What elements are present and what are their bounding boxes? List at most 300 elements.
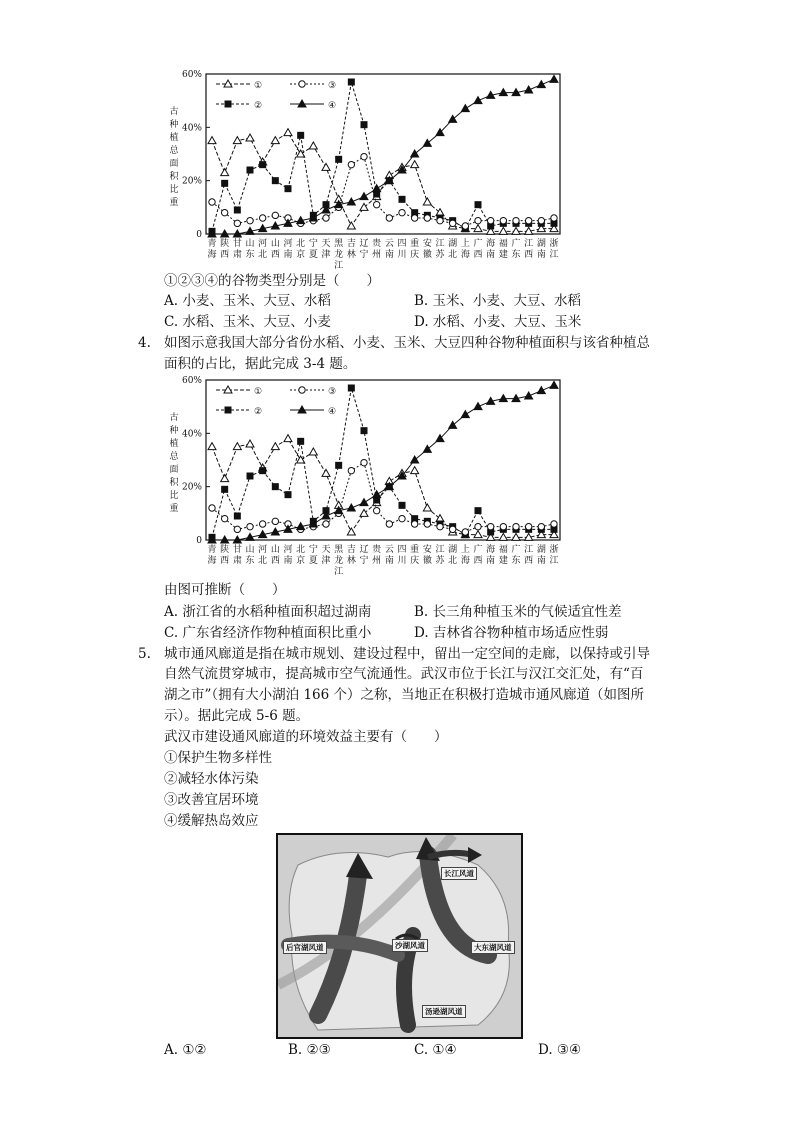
x-tick-label: 苏: [435, 250, 445, 260]
x-tick-label: 甘: [232, 545, 242, 555]
crop-ratio-chart-2: [164, 374, 570, 580]
data-point: [551, 215, 557, 221]
y-tick-label: 0: [196, 536, 202, 546]
x-tick-label: 广: [473, 545, 483, 555]
legend-label: ②: [254, 101, 263, 111]
x-tick-label: 徽: [422, 556, 432, 566]
y-tick-label: 40%: [181, 429, 202, 440]
x-tick-label: 海: [207, 556, 217, 566]
data-point: [449, 526, 455, 532]
series-4: [208, 75, 558, 237]
y-axis-label-char: 总: [169, 146, 179, 156]
x-tick-label: 湖: [448, 239, 458, 249]
data-point: [474, 97, 482, 104]
x-tick-label: 浙: [549, 545, 559, 555]
legend-label: ②: [254, 407, 263, 417]
y-axis-label-char: 植: [169, 133, 179, 143]
legend-label: ①: [254, 387, 263, 397]
series-line: [212, 79, 554, 234]
series-line: [212, 385, 554, 540]
x-tick-label: 天: [321, 239, 331, 249]
x-tick-label: 东: [511, 556, 521, 566]
y-axis-label-char: 古: [169, 107, 179, 117]
x-tick-label: 江: [524, 545, 534, 555]
y-axis-label-char: 重: [169, 198, 179, 208]
x-tick-label: 东: [245, 250, 255, 260]
x-tick-label: 林: [346, 556, 356, 566]
x-tick-label: 重: [410, 545, 420, 555]
data-point: [475, 507, 482, 514]
x-tick-label: 州: [372, 556, 382, 566]
data-point: [399, 209, 405, 215]
x-tick-label: 徽: [422, 250, 432, 260]
x-tick-label: 龙: [334, 556, 344, 566]
data-point: [208, 443, 216, 450]
x-tick-label: 西: [220, 556, 230, 566]
data-point: [347, 528, 355, 535]
x-tick-label: 浙: [549, 239, 559, 249]
y-axis-label-char: 植: [169, 439, 179, 449]
x-tick-label: 海: [207, 250, 217, 260]
x-tick-label: 肃: [232, 556, 242, 566]
data-point: [373, 491, 381, 498]
x-tick-label: 重: [410, 239, 420, 249]
x-tick-label: 南: [283, 556, 293, 566]
data-point: [309, 448, 317, 455]
data-point: [437, 217, 443, 223]
q4-intro-line-2: 面积的占比，据此完成 3-4 题。: [164, 356, 357, 372]
x-tick-label: 吉: [346, 239, 356, 249]
data-point: [513, 217, 519, 223]
data-point: [272, 177, 279, 184]
x-tick-label: 山: [270, 545, 280, 555]
x-tick-label: 南: [283, 250, 293, 260]
x-tick-label: 山: [245, 545, 255, 555]
q5-intro-line-3: 湖之市”（拥有大小湖泊 166 个）之称，当地正在积极打造城市通风廊道（如图所: [164, 687, 645, 703]
data-point: [411, 161, 419, 168]
x-tick-label: 青: [207, 545, 217, 555]
y-axis-label-char: 种: [169, 120, 179, 130]
q5-intro-line-4: 示）。据此完成 5-6 题。: [164, 708, 310, 724]
data-point: [246, 134, 254, 141]
data-point: [221, 515, 227, 521]
q5-option-b[interactable]: B. ②③: [288, 1042, 331, 1058]
q3-option-d[interactable]: D. 水稻、小麦、大豆、玉米: [414, 314, 582, 330]
q5-item-3: ③改善宜居环境: [164, 792, 259, 808]
data-point: [209, 505, 215, 511]
data-point: [474, 403, 482, 410]
data-point: [271, 137, 279, 144]
q5-item-2: ②减轻水体污染: [164, 771, 259, 787]
data-point: [411, 467, 419, 474]
x-tick-label: 河: [283, 239, 293, 249]
x-tick-label: 北: [448, 250, 458, 260]
y-axis-label-char: 面: [169, 465, 179, 475]
y-tick-label: 0: [196, 230, 202, 240]
x-tick-label: 上: [460, 545, 470, 555]
data-point: [221, 180, 228, 187]
x-tick-label: 天: [321, 545, 331, 555]
y-axis-label-char: 种: [169, 426, 179, 436]
data-point: [221, 475, 229, 482]
data-point: [348, 467, 354, 473]
y-axis-label-char: 重: [169, 504, 179, 514]
data-point: [259, 521, 265, 527]
x-tick-label: 西: [473, 250, 483, 260]
data-point: [474, 531, 482, 538]
legend-label: ③: [328, 81, 337, 91]
data-point: [386, 215, 392, 221]
data-point: [234, 526, 240, 532]
x-tick-label: 南: [384, 250, 394, 260]
data-point: [247, 217, 253, 223]
data-point: [284, 435, 292, 442]
data-point: [284, 129, 292, 136]
data-point: [361, 153, 367, 159]
data-point: [537, 387, 545, 394]
q4-number: 4.: [138, 335, 151, 351]
q5-item-4: ④缓解热岛效应: [164, 813, 259, 829]
x-tick-label: 河: [258, 239, 268, 249]
x-tick-label: 宁: [308, 545, 318, 555]
legend-label: ①: [254, 81, 263, 91]
data-point: [424, 215, 430, 221]
x-tick-label: 甘: [232, 239, 242, 249]
legend-marker: [225, 101, 232, 108]
data-point: [348, 79, 355, 86]
x-tick-label: 建: [498, 250, 508, 260]
data-point: [399, 515, 405, 521]
x-tick-label: 西: [524, 556, 534, 566]
x-tick-label: 南: [384, 556, 394, 566]
x-tick-label: 广: [511, 239, 521, 249]
data-point: [221, 169, 229, 176]
data-point: [449, 220, 455, 226]
data-point: [233, 443, 241, 450]
x-tick-label: 南: [536, 556, 546, 566]
data-point: [399, 196, 406, 203]
x-tick-label: 宁: [359, 556, 369, 566]
data-point: [525, 86, 533, 93]
crop-ratio-chart-1: [164, 68, 570, 274]
x-tick-label: 宁: [308, 239, 318, 249]
data-point: [550, 381, 558, 388]
q4-stem: 由图可推断（ ）: [164, 582, 286, 598]
data-point: [285, 185, 292, 192]
x-tick-label: 江: [435, 239, 445, 249]
data-point: [475, 201, 482, 208]
x-tick-label: 贵: [372, 239, 382, 249]
x-tick-label: 广: [511, 545, 521, 555]
q5-option-d[interactable]: D. ③④: [538, 1042, 582, 1058]
data-point: [487, 523, 493, 529]
legend-marker: [299, 387, 305, 393]
plot-frame: [206, 74, 560, 234]
data-point: [360, 499, 368, 506]
data-point: [347, 504, 355, 511]
data-point: [234, 513, 241, 520]
x-tick-label: 陕: [220, 545, 230, 555]
label-tangxun-corridor: 汤逊湖风道: [422, 1005, 466, 1018]
x-tick-label: 海: [460, 556, 470, 566]
q3-stem: ①②③④的谷物类型分别是（ ）: [164, 273, 380, 289]
data-point: [373, 185, 381, 192]
q5-intro-line-1: 城市通风廊道是指在城市规划、建设过程中，留出一定空间的走廊，以保持或引导: [164, 646, 650, 662]
data-point: [309, 142, 317, 149]
x-tick-label: 西: [270, 250, 280, 260]
data-point: [474, 225, 482, 232]
data-point: [461, 411, 469, 418]
q4-intro-line-1: 如图示意我国大部分省份水稻、小麦、玉米、大豆四种谷物种植面积与该省种植总: [164, 335, 650, 351]
x-tick-label: 辽: [359, 545, 369, 555]
data-point: [221, 209, 227, 215]
data-point: [499, 89, 507, 96]
x-tick-label: 福: [498, 239, 508, 249]
y-axis-label-char: 比: [169, 185, 179, 195]
x-tick-label: 江: [524, 239, 534, 249]
data-point: [348, 385, 355, 392]
x-tick-label: 京: [296, 556, 306, 566]
data-point: [373, 201, 379, 207]
x-tick-label: 西: [220, 250, 230, 260]
x-tick-label: 福: [498, 545, 508, 555]
q4-option-b[interactable]: B. 长三角种植玉米的气候适宜性差: [414, 604, 622, 620]
x-tick-label: 川: [397, 250, 407, 260]
data-point: [347, 222, 355, 229]
x-tick-label: 河: [283, 545, 293, 555]
chart-2-svg: [164, 374, 570, 580]
x-tick-label: 京: [296, 250, 306, 260]
data-point: [360, 193, 368, 200]
data-point: [271, 443, 279, 450]
data-point: [386, 521, 392, 527]
y-axis-label-char: 古: [169, 413, 179, 423]
data-point: [323, 521, 329, 527]
x-tick-label: 上: [460, 239, 470, 249]
q4-option-a[interactable]: A. 浙江省的水稻种植面积超过湖南: [164, 604, 372, 620]
x-tick-label: 黑: [334, 239, 344, 249]
data-point: [361, 121, 368, 128]
data-point: [272, 483, 279, 490]
data-point: [209, 199, 215, 205]
x-tick-label: 夏: [308, 250, 318, 260]
x-tick-label: 川: [397, 556, 407, 566]
label-yangtze-corridor: 长江风道: [441, 867, 477, 880]
x-tick-label: 西: [270, 556, 280, 566]
data-point: [322, 163, 330, 170]
data-point: [512, 533, 520, 540]
x-tick-label: 湖: [536, 239, 546, 249]
x-tick-label: 夏: [308, 556, 318, 566]
x-tick-label: 海: [486, 239, 496, 249]
series-line: [212, 388, 554, 537]
data-point: [259, 161, 266, 168]
series-line: [212, 82, 554, 231]
data-point: [234, 207, 241, 214]
data-point: [335, 156, 342, 163]
x-tick-label: 苏: [435, 556, 445, 566]
data-point: [475, 523, 481, 529]
x-tick-label: 北: [258, 250, 268, 260]
x-tick-label: 庆: [410, 556, 420, 566]
q3-option-c[interactable]: C. 水稻、玉米、大豆、小麦: [164, 314, 331, 330]
y-axis-label-char: 总: [169, 452, 179, 462]
data-point: [272, 518, 278, 524]
x-tick-label: 南: [536, 250, 546, 260]
x-tick-label: 安: [422, 545, 432, 555]
data-point: [259, 467, 266, 474]
x-tick-label: 林: [346, 250, 356, 260]
x-tick-label: 建: [498, 556, 508, 566]
data-point: [423, 504, 431, 511]
data-point: [348, 161, 354, 167]
data-point: [233, 137, 241, 144]
data-point: [537, 81, 545, 88]
x-tick-label: 江: [549, 250, 559, 260]
x-tick-label: 陕: [220, 239, 230, 249]
y-tick-label: 60%: [181, 70, 202, 80]
x-tick-label: 云: [384, 545, 394, 555]
x-tick-label: 山: [245, 239, 255, 249]
x-tick-label: 肃: [232, 250, 242, 260]
x-tick-label: 黑: [334, 545, 344, 555]
data-point: [297, 132, 304, 139]
x-tick-label: 龙: [334, 250, 344, 260]
wuhan-ventilation-map: [276, 833, 523, 1039]
q5-number: 5.: [138, 646, 151, 662]
q4-option-d[interactable]: D. 吉林省谷物种植市场适应性弱: [414, 625, 609, 641]
x-tick-label: 江: [549, 556, 559, 566]
y-axis-label-char: 面: [169, 159, 179, 169]
data-point: [475, 217, 481, 223]
data-point: [247, 167, 254, 174]
data-point: [373, 507, 379, 513]
x-tick-label: 海: [460, 250, 470, 260]
x-tick-label: 北: [296, 239, 306, 249]
data-point: [513, 523, 519, 529]
data-point: [551, 521, 557, 527]
x-tick-label: 南: [486, 556, 496, 566]
x-tick-label: 津: [321, 250, 331, 260]
data-point: [335, 462, 342, 469]
data-point: [411, 215, 417, 221]
x-tick-label: 四: [397, 239, 407, 249]
data-point: [499, 533, 507, 540]
data-point: [525, 217, 531, 223]
x-tick-label: 贵: [372, 545, 382, 555]
data-point: [399, 502, 406, 509]
x-tick-label: 云: [384, 239, 394, 249]
data-point: [285, 491, 292, 498]
data-point: [525, 523, 531, 529]
label-dadonghu-corridor: 大东湖风道: [471, 941, 515, 954]
x-tick-label: 湖: [448, 545, 458, 555]
data-point: [208, 137, 216, 144]
data-point: [500, 523, 506, 529]
x-tick-label: 广: [473, 239, 483, 249]
data-point: [246, 440, 254, 447]
data-point: [361, 459, 367, 465]
data-point: [234, 220, 240, 226]
data-point: [538, 217, 544, 223]
y-tick-label: 20%: [181, 482, 202, 493]
legend-label: ④: [328, 407, 337, 417]
x-tick-label: 西: [473, 556, 483, 566]
data-point: [322, 469, 330, 476]
y-axis-label-char: 比: [169, 491, 179, 501]
data-point: [323, 215, 329, 221]
x-tick-label: 江: [435, 545, 445, 555]
y-tick-label: 20%: [181, 176, 202, 187]
x-tick-label: 河: [258, 545, 268, 555]
y-axis-label-char: 积: [169, 172, 179, 182]
data-point: [411, 521, 417, 527]
q4-option-c[interactable]: C. 广东省经济作物种植面积比重小: [164, 625, 372, 641]
data-point: [499, 227, 507, 234]
x-tick-label: 东: [245, 556, 255, 566]
data-point: [499, 395, 507, 402]
data-point: [361, 427, 368, 434]
plot-frame: [206, 380, 560, 540]
data-point: [423, 198, 431, 205]
q5-option-a[interactable]: A. ①②: [164, 1042, 207, 1058]
x-tick-label: 津: [321, 556, 331, 566]
data-point: [437, 523, 443, 529]
map-illustration: [278, 835, 521, 1037]
label-shahu-corridor: 沙湖风道: [392, 939, 428, 952]
y-axis-label-char: 积: [169, 478, 179, 488]
x-tick-label: 宁: [359, 250, 369, 260]
legend-marker: [225, 407, 232, 414]
data-point: [347, 198, 355, 205]
x-tick-label: 江: [334, 261, 344, 271]
data-point: [259, 215, 265, 221]
x-tick-label: 南: [486, 250, 496, 260]
legend-label: ③: [328, 387, 337, 397]
legend-label: ④: [328, 101, 337, 111]
data-point: [221, 486, 228, 493]
x-tick-label: 湖: [536, 545, 546, 555]
data-point: [247, 473, 254, 480]
data-point: [461, 105, 469, 112]
x-tick-label: 海: [486, 545, 496, 555]
q5-stem: 武汉市建设通风廊道的环境效益主要有（ ）: [164, 729, 448, 745]
x-tick-label: 江: [334, 567, 344, 577]
x-tick-label: 辽: [359, 239, 369, 249]
q3-option-b[interactable]: B. 玉米、小麦、大豆、水稻: [414, 293, 582, 309]
x-tick-label: 北: [296, 545, 306, 555]
data-point: [297, 438, 304, 445]
legend: [216, 80, 336, 111]
data-point: [525, 392, 533, 399]
legend-marker: [299, 81, 305, 87]
chart-1-svg: [164, 68, 570, 274]
x-tick-label: 西: [524, 250, 534, 260]
x-tick-label: 北: [448, 556, 458, 566]
series-4: [208, 381, 558, 543]
data-point: [247, 523, 253, 529]
legend: [216, 386, 336, 417]
label-houguan-corridor: 后官湖风道: [283, 941, 327, 954]
x-tick-label: 北: [258, 556, 268, 566]
data-point: [538, 523, 544, 529]
q3-option-a[interactable]: A. 小麦、玉米、大豆、水稻: [164, 293, 331, 309]
x-tick-label: 庆: [410, 250, 420, 260]
data-point: [550, 75, 558, 82]
x-tick-label: 山: [270, 239, 280, 249]
x-tick-label: 安: [422, 239, 432, 249]
q5-option-c[interactable]: C. ①④: [414, 1042, 457, 1058]
